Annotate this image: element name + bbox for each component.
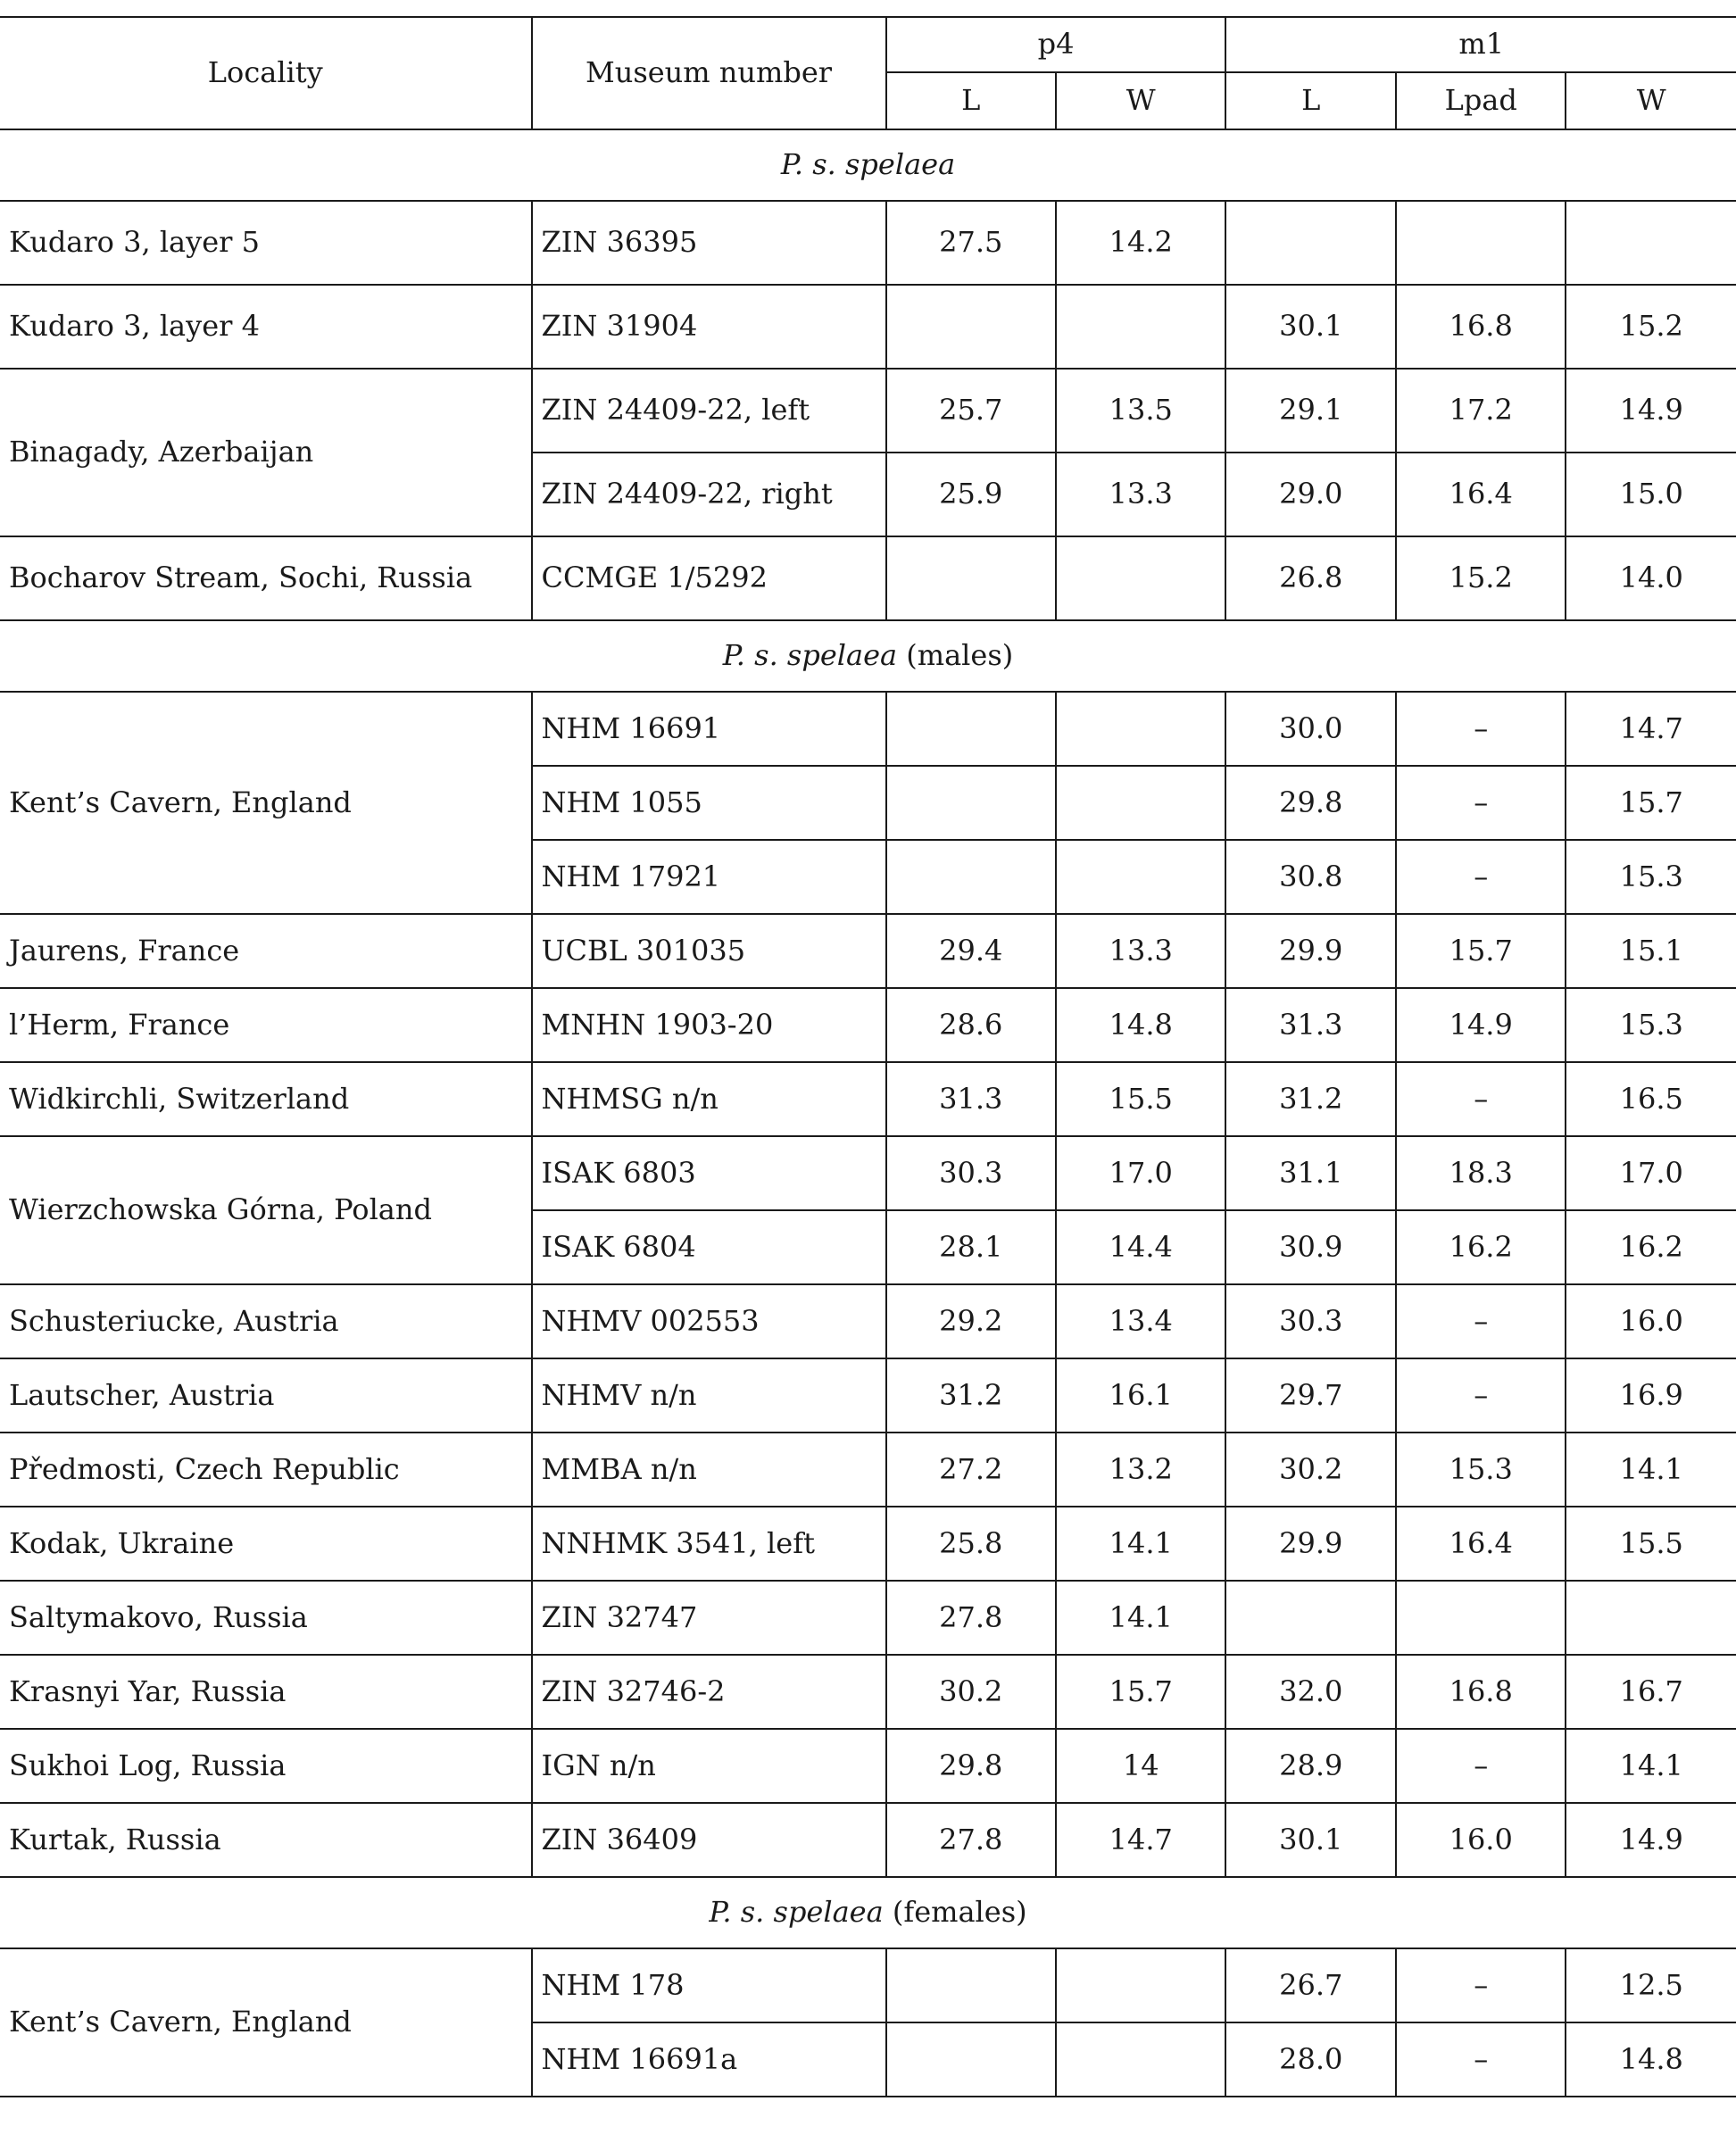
p4-width-cell: 17.0 <box>1056 1136 1225 1210</box>
table-row <box>0 1358 1736 1433</box>
m1-length-cell: 29.7 <box>1225 1358 1395 1433</box>
locality-cell: Sukhoi Log, Russia <box>0 1729 532 1803</box>
museum-number-cell: NHM 16691a <box>532 2022 886 2097</box>
table-row <box>0 1655 1736 1729</box>
locality-cell: Bocharov Stream, Sochi, Russia <box>0 536 532 620</box>
m1-width-cell: 14.1 <box>1566 1729 1736 1803</box>
m1-lpad-cell: 17.2 <box>1396 369 1566 453</box>
p4-width-cell <box>1056 2022 1225 2097</box>
table-row <box>0 692 1736 766</box>
p4-length-cell: 29.4 <box>886 914 1056 988</box>
p4-length-cell <box>886 285 1056 369</box>
p4-width-cell <box>1056 285 1225 369</box>
m1-lpad-cell: 16.8 <box>1396 285 1566 369</box>
section-suffix: (males) <box>897 638 1014 673</box>
header-p4: p4 <box>886 17 1226 72</box>
museum-number-cell: ZIN 36395 <box>532 201 886 285</box>
table-row <box>0 1803 1736 1877</box>
p4-width-cell: 13.2 <box>1056 1433 1225 1507</box>
m1-length-cell <box>1225 1581 1395 1655</box>
museum-number-cell: NHM 16691 <box>532 692 886 766</box>
m1-length-cell: 30.8 <box>1225 840 1395 914</box>
table-row <box>0 1062 1736 1136</box>
m1-width-cell <box>1566 201 1736 285</box>
m1-width-cell: 15.3 <box>1566 840 1736 914</box>
museum-number-cell: ZIN 24409-22, right <box>532 453 886 536</box>
m1-lpad-cell: – <box>1396 1062 1566 1136</box>
m1-length-cell: 26.7 <box>1225 1948 1395 2022</box>
table-row <box>0 1581 1736 1655</box>
header-locality: Locality <box>0 17 532 129</box>
locality-cell: Kent’s Cavern, England <box>0 692 532 914</box>
m1-lpad-cell: – <box>1396 766 1566 840</box>
m1-width-cell <box>1566 1581 1736 1655</box>
p4-width-cell: 14 <box>1056 1729 1225 1803</box>
m1-length-cell: 30.9 <box>1225 1210 1395 1284</box>
table-row <box>0 1729 1736 1803</box>
p4-length-cell <box>886 2022 1056 2097</box>
p4-width-cell: 13.3 <box>1056 914 1225 988</box>
m1-lpad-cell: – <box>1396 1358 1566 1433</box>
p4-length-cell: 29.8 <box>886 1729 1056 1803</box>
m1-length-cell: 28.9 <box>1225 1729 1395 1803</box>
m1-width-cell: 12.5 <box>1566 1948 1736 2022</box>
table-header <box>0 17 1736 129</box>
museum-number-cell: NHMV n/n <box>532 1358 886 1433</box>
m1-lpad-cell <box>1396 201 1566 285</box>
m1-width-cell: 14.7 <box>1566 692 1736 766</box>
m1-width-cell: 16.9 <box>1566 1358 1736 1433</box>
locality-cell: Krasnyi Yar, Russia <box>0 1655 532 1729</box>
header-m1: m1 <box>1225 17 1736 72</box>
locality-cell: Lautscher, Austria <box>0 1358 532 1433</box>
locality-cell: Schusteriucke, Austria <box>0 1284 532 1358</box>
m1-length-cell: 28.0 <box>1225 2022 1395 2097</box>
p4-width-cell: 14.8 <box>1056 988 1225 1062</box>
m1-length-cell: 31.3 <box>1225 988 1395 1062</box>
p4-width-cell: 15.7 <box>1056 1655 1225 1729</box>
measurements-table <box>0 16 1736 2097</box>
table-row <box>0 536 1736 620</box>
section-taxon: P. s. spelaea <box>722 638 898 673</box>
p4-length-cell: 28.1 <box>886 1210 1056 1284</box>
p4-length-cell: 27.5 <box>886 201 1056 285</box>
m1-width-cell: 15.7 <box>1566 766 1736 840</box>
locality-cell: Binagady, Azerbaijan <box>0 369 532 536</box>
m1-length-cell: 30.1 <box>1225 285 1395 369</box>
m1-lpad-cell: – <box>1396 840 1566 914</box>
locality-cell: Kudaro 3, layer 4 <box>0 285 532 369</box>
m1-width-cell: 15.1 <box>1566 914 1736 988</box>
section-title <box>0 129 1736 201</box>
m1-lpad-cell: – <box>1396 1948 1566 2022</box>
museum-number-cell: NNHMK 3541, left <box>532 1507 886 1581</box>
header-museum-number: Museum number <box>532 17 886 129</box>
m1-length-cell: 26.8 <box>1225 536 1395 620</box>
m1-lpad-cell: – <box>1396 1284 1566 1358</box>
m1-lpad-cell: 16.2 <box>1396 1210 1566 1284</box>
m1-lpad-cell: 16.4 <box>1396 453 1566 536</box>
m1-lpad-cell: – <box>1396 1729 1566 1803</box>
locality-cell: Saltymakovo, Russia <box>0 1581 532 1655</box>
header-p4-length: L <box>886 72 1056 129</box>
museum-number-cell: NHM 17921 <box>532 840 886 914</box>
p4-length-cell: 25.7 <box>886 369 1056 453</box>
m1-lpad-cell: 14.9 <box>1396 988 1566 1062</box>
museum-number-cell: NHM 178 <box>532 1948 886 2022</box>
p4-width-cell: 14.1 <box>1056 1581 1225 1655</box>
p4-length-cell: 27.8 <box>886 1581 1056 1655</box>
header-m1-width: W <box>1566 72 1736 129</box>
header-p4-width: W <box>1056 72 1225 129</box>
m1-width-cell: 16.0 <box>1566 1284 1736 1358</box>
m1-width-cell: 14.0 <box>1566 536 1736 620</box>
p4-length-cell: 25.8 <box>886 1507 1056 1581</box>
museum-number-cell: NHMV 002553 <box>532 1284 886 1358</box>
p4-width-cell <box>1056 692 1225 766</box>
m1-width-cell: 16.7 <box>1566 1655 1736 1729</box>
section-suffix: (females) <box>883 1895 1027 1930</box>
m1-width-cell: 15.3 <box>1566 988 1736 1062</box>
m1-lpad-cell <box>1396 1581 1566 1655</box>
p4-length-cell: 31.2 <box>886 1358 1056 1433</box>
museum-number-cell: ZIN 24409-22, left <box>532 369 886 453</box>
m1-lpad-cell: 15.3 <box>1396 1433 1566 1507</box>
m1-width-cell: 15.0 <box>1566 453 1736 536</box>
section-header-row <box>0 1877 1736 1948</box>
table-row <box>0 285 1736 369</box>
m1-lpad-cell: – <box>1396 692 1566 766</box>
m1-length-cell: 29.9 <box>1225 914 1395 988</box>
m1-lpad-cell: 15.7 <box>1396 914 1566 988</box>
p4-length-cell: 29.2 <box>886 1284 1056 1358</box>
p4-length-cell: 31.3 <box>886 1062 1056 1136</box>
p4-width-cell <box>1056 536 1225 620</box>
p4-length-cell: 30.2 <box>886 1655 1056 1729</box>
museum-number-cell: MMBA n/n <box>532 1433 886 1507</box>
p4-width-cell: 13.4 <box>1056 1284 1225 1358</box>
section-taxon: P. s. spelaea <box>780 147 956 182</box>
table-row <box>0 1433 1736 1507</box>
table-body <box>0 129 1736 2097</box>
p4-width-cell: 13.5 <box>1056 369 1225 453</box>
section-header-row <box>0 129 1736 201</box>
museum-number-cell: ZIN 36409 <box>532 1803 886 1877</box>
m1-length-cell: 31.2 <box>1225 1062 1395 1136</box>
m1-width-cell: 14.1 <box>1566 1433 1736 1507</box>
museum-number-cell: ZIN 32746-2 <box>532 1655 886 1729</box>
table-row <box>0 1948 1736 2022</box>
m1-length-cell: 29.1 <box>1225 369 1395 453</box>
section-title <box>0 1877 1736 1948</box>
museum-number-cell: ISAK 6804 <box>532 1210 886 1284</box>
table-row <box>0 914 1736 988</box>
p4-width-cell: 14.4 <box>1056 1210 1225 1284</box>
m1-width-cell: 15.2 <box>1566 285 1736 369</box>
m1-length-cell: 32.0 <box>1225 1655 1395 1729</box>
p4-width-cell <box>1056 840 1225 914</box>
header-m1-lpad: Lpad <box>1396 72 1566 129</box>
locality-cell: Kurtak, Russia <box>0 1803 532 1877</box>
locality-cell: Wierzchowska Górna, Poland <box>0 1136 532 1284</box>
p4-width-cell <box>1056 766 1225 840</box>
p4-width-cell: 14.1 <box>1056 1507 1225 1581</box>
m1-lpad-cell: 16.4 <box>1396 1507 1566 1581</box>
table-row <box>0 1136 1736 1210</box>
locality-cell: Kent’s Cavern, England <box>0 1948 532 2097</box>
section-header-row <box>0 620 1736 692</box>
locality-cell: l’Herm, France <box>0 988 532 1062</box>
m1-length-cell: 29.9 <box>1225 1507 1395 1581</box>
m1-length-cell: 31.1 <box>1225 1136 1395 1210</box>
header-m1-length: L <box>1225 72 1395 129</box>
m1-length-cell: 30.2 <box>1225 1433 1395 1507</box>
table-row <box>0 1507 1736 1581</box>
p4-length-cell <box>886 536 1056 620</box>
m1-width-cell: 14.9 <box>1566 369 1736 453</box>
museum-number-cell: ZIN 31904 <box>532 285 886 369</box>
p4-length-cell: 30.3 <box>886 1136 1056 1210</box>
m1-lpad-cell: 15.2 <box>1396 536 1566 620</box>
p4-width-cell: 13.3 <box>1056 453 1225 536</box>
m1-lpad-cell: – <box>1396 2022 1566 2097</box>
table-row <box>0 988 1736 1062</box>
p4-width-cell: 16.1 <box>1056 1358 1225 1433</box>
m1-width-cell: 17.0 <box>1566 1136 1736 1210</box>
m1-length-cell <box>1225 201 1395 285</box>
p4-length-cell: 28.6 <box>886 988 1056 1062</box>
locality-cell: Kudaro 3, layer 5 <box>0 201 532 285</box>
p4-length-cell: 27.2 <box>886 1433 1056 1507</box>
m1-length-cell: 30.3 <box>1225 1284 1395 1358</box>
p4-length-cell <box>886 692 1056 766</box>
p4-length-cell <box>886 766 1056 840</box>
m1-length-cell: 29.0 <box>1225 453 1395 536</box>
locality-cell: Widkirchli, Switzerland <box>0 1062 532 1136</box>
m1-width-cell: 14.8 <box>1566 2022 1736 2097</box>
m1-length-cell: 29.8 <box>1225 766 1395 840</box>
table-row <box>0 201 1736 285</box>
m1-lpad-cell: 18.3 <box>1396 1136 1566 1210</box>
section-title <box>0 620 1736 692</box>
p4-width-cell <box>1056 1948 1225 2022</box>
locality-cell: Kodak, Ukraine <box>0 1507 532 1581</box>
section-taxon: P. s. spelaea <box>709 1895 884 1930</box>
locality-cell: Předmosti, Czech Republic <box>0 1433 532 1507</box>
p4-length-cell <box>886 1948 1056 2022</box>
museum-number-cell: NHMSG n/n <box>532 1062 886 1136</box>
m1-width-cell: 14.9 <box>1566 1803 1736 1877</box>
p4-length-cell: 25.9 <box>886 453 1056 536</box>
museum-number-cell: MNHN 1903-20 <box>532 988 886 1062</box>
p4-width-cell: 15.5 <box>1056 1062 1225 1136</box>
m1-width-cell: 16.5 <box>1566 1062 1736 1136</box>
museum-number-cell: CCMGE 1/5292 <box>532 536 886 620</box>
m1-length-cell: 30.0 <box>1225 692 1395 766</box>
museum-number-cell: NHM 1055 <box>532 766 886 840</box>
m1-lpad-cell: 16.0 <box>1396 1803 1566 1877</box>
table-row <box>0 369 1736 453</box>
museum-number-cell: IGN n/n <box>532 1729 886 1803</box>
museum-number-cell: UCBL 301035 <box>532 914 886 988</box>
table-row <box>0 1284 1736 1358</box>
p4-width-cell: 14.2 <box>1056 201 1225 285</box>
p4-length-cell: 27.8 <box>886 1803 1056 1877</box>
locality-cell: Jaurens, France <box>0 914 532 988</box>
museum-number-cell: ISAK 6803 <box>532 1136 886 1210</box>
museum-number-cell: ZIN 32747 <box>532 1581 886 1655</box>
m1-width-cell: 15.5 <box>1566 1507 1736 1581</box>
m1-width-cell: 16.2 <box>1566 1210 1736 1284</box>
m1-lpad-cell: 16.8 <box>1396 1655 1566 1729</box>
p4-width-cell: 14.7 <box>1056 1803 1225 1877</box>
p4-length-cell <box>886 840 1056 914</box>
m1-length-cell: 30.1 <box>1225 1803 1395 1877</box>
